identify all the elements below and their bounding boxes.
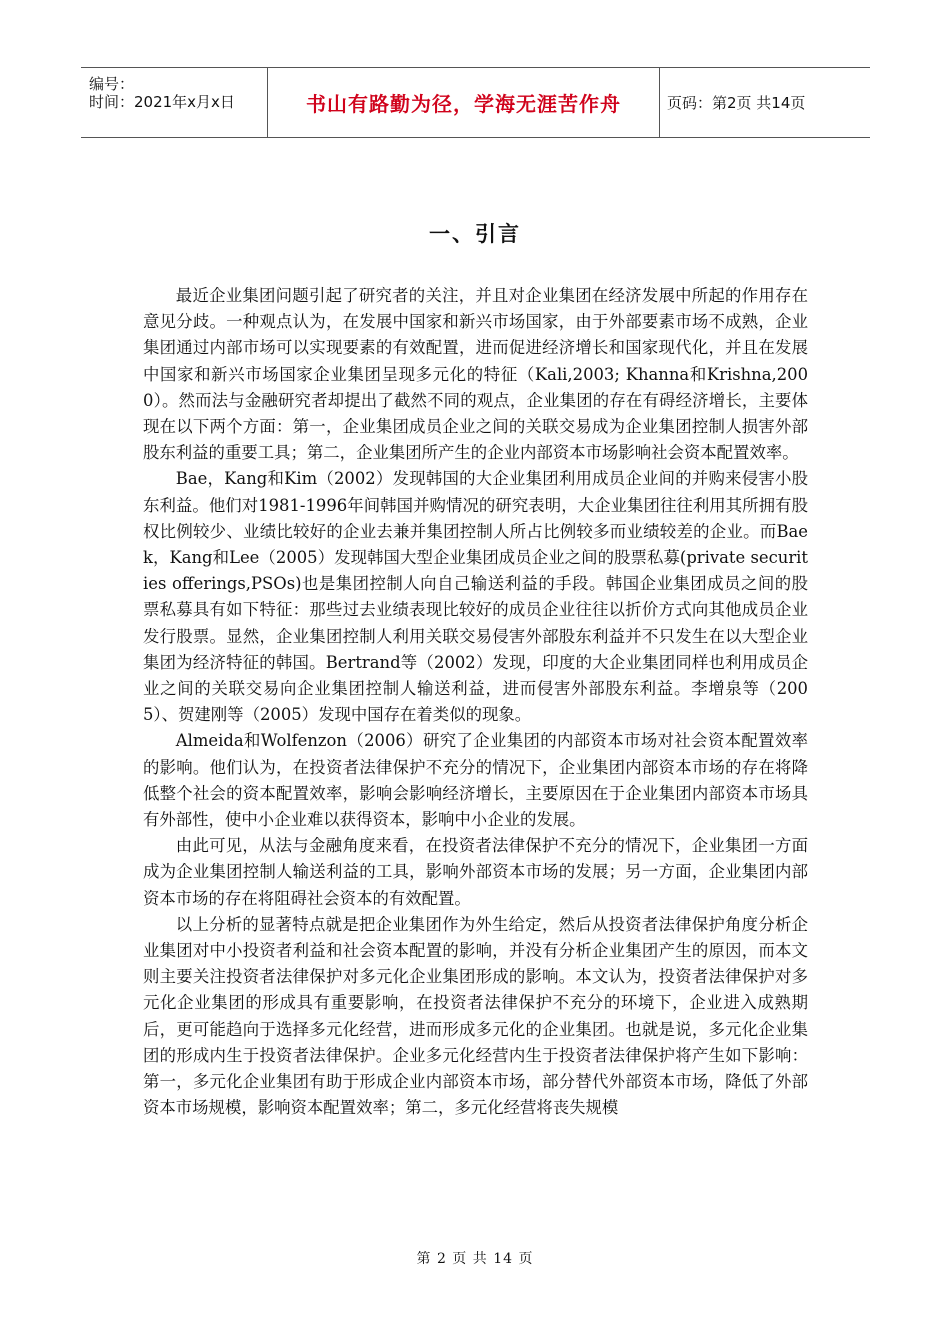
number-label: 编号： — [89, 75, 135, 93]
body-text — [143, 283, 808, 1122]
paragraph: 由此可见，从法与金融角度来看，在投资者法律保护不充分的情况下，企业集团一方面成为企业集团控制人输送利益的工具，影响外部资本市场的发展；另一方面，企业集团内部资本市场的存在将阻碍社会资本的有效配置。 — [143, 836, 808, 908]
paragraph: Almeida和Wolfenzon（2006）研究了企业集团的内部资本市场对社会资本配置效率的影响。他们认为，在投资者法律保护不充分的情况下，企业集团内部资本市场的存在将降低整个社会的资本配置效率，影响会影响经济增长，主要原因在于企业集团内部资本市场具有外部性，使中小企业难以获得资本，影响中小企业的发展。 — [143, 731, 808, 830]
header-meta — [81, 68, 267, 137]
page-header — [81, 67, 870, 138]
paragraph: 最近企业集团问题引起了研究者的关注，并且对企业集团在经济发展中所起的作用存在意见分歧。一种观点认为，在发展中国家和新兴市场国家，由于外部要素市场不成熟，企业集团通过内部市场可以实现要素的有效配置，进而促进经济增长和国家现代化，并且在发展中国家和新兴市场国家企业集团呈现多元化的特征（Kali,2003; Khanna和Krishna,2000）。然而法与金融研究者却提出了截然不同的观点，企业集团的存在有碍经济增长，主要体现在以下两个方面：第一，企业集团成员企业之间的关联交易成为企业集团控制人损害外部股东利益的重要工具；第二，企业集团所产生的企业内部资本市场影响社会资本配置效率。 — [143, 286, 808, 463]
header-divider — [659, 68, 660, 137]
section-title: 一、引言 — [429, 222, 521, 246]
page-footer: 第 2 页 共 14 页 — [416, 1251, 534, 1267]
paragraph: Bae，Kang和Kim（2002）发现韩国的大企业集团利用成员企业间的并购来侵害小股东利益。他们对1981-1996年间韩国并购情况的研究表明，大企业集团往往利用其所拥有股权比例较少、业绩比较好的企业去兼并集团控制人所占比例较多而业绩较差的企业。而Baek，Kang和Lee（2005）发现韩国大型企业集团成员企业之间的股票私募(private securities offerings,PSOs)也是集团控制人向自己输送利益的手段。韩国企业集团成员之间的股票私募具有如下特征：那些过去业绩表现比较好的成员企业往往以折价方式向其他成员企业发行股票。显然，企业集团控制人利用关联交易侵害外部股东利益并不只发生在以大型企业集团为经济特征的韩国。Bertrand等（2002）发现，印度的大企业集团同样也利用成员企业之间的关联交易向企业集团控制人输送利益，进而侵害外部股东利益。李增泉等（2005）、贺建刚等（2005）发现中国存在着类似的现象。 — [143, 469, 808, 725]
header-motto: 书山有路勤为径，学海无涯苦作舟 — [306, 92, 621, 116]
paragraph: 以上分析的显著特点就是把企业集团作为外生给定，然后从投资者法律保护角度分析企业集团对中小投资者利益和社会资本配置的影响，并没有分析企业集团产生的原因，而本文则主要关注投资者法律保护对多元化企业集团形成的影响。本文认为，投资者法律保护对多元化企业集团的形成具有重要影响，在投资者法律保护不充分的环境下，企业进入成熟期后，更可能趋向于选择多元化经营，进而形成多元化的企业集团。也就是说，多元化企业集团的形成内生于投资者法律保护。企业多元化经营内生于投资者法律保护将产生如下影响：第一，多元化企业集团有助于形成企业内部资本市场，部分替代外部资本市场，降低了外部资本市场规模，影响资本配置效率；第二，多元化经营将丧失规模 — [143, 914, 808, 1118]
time-label: 时间：2021年x月x日 — [89, 93, 235, 111]
header-page-info: 页码：第2页 共14页 — [667, 94, 806, 112]
